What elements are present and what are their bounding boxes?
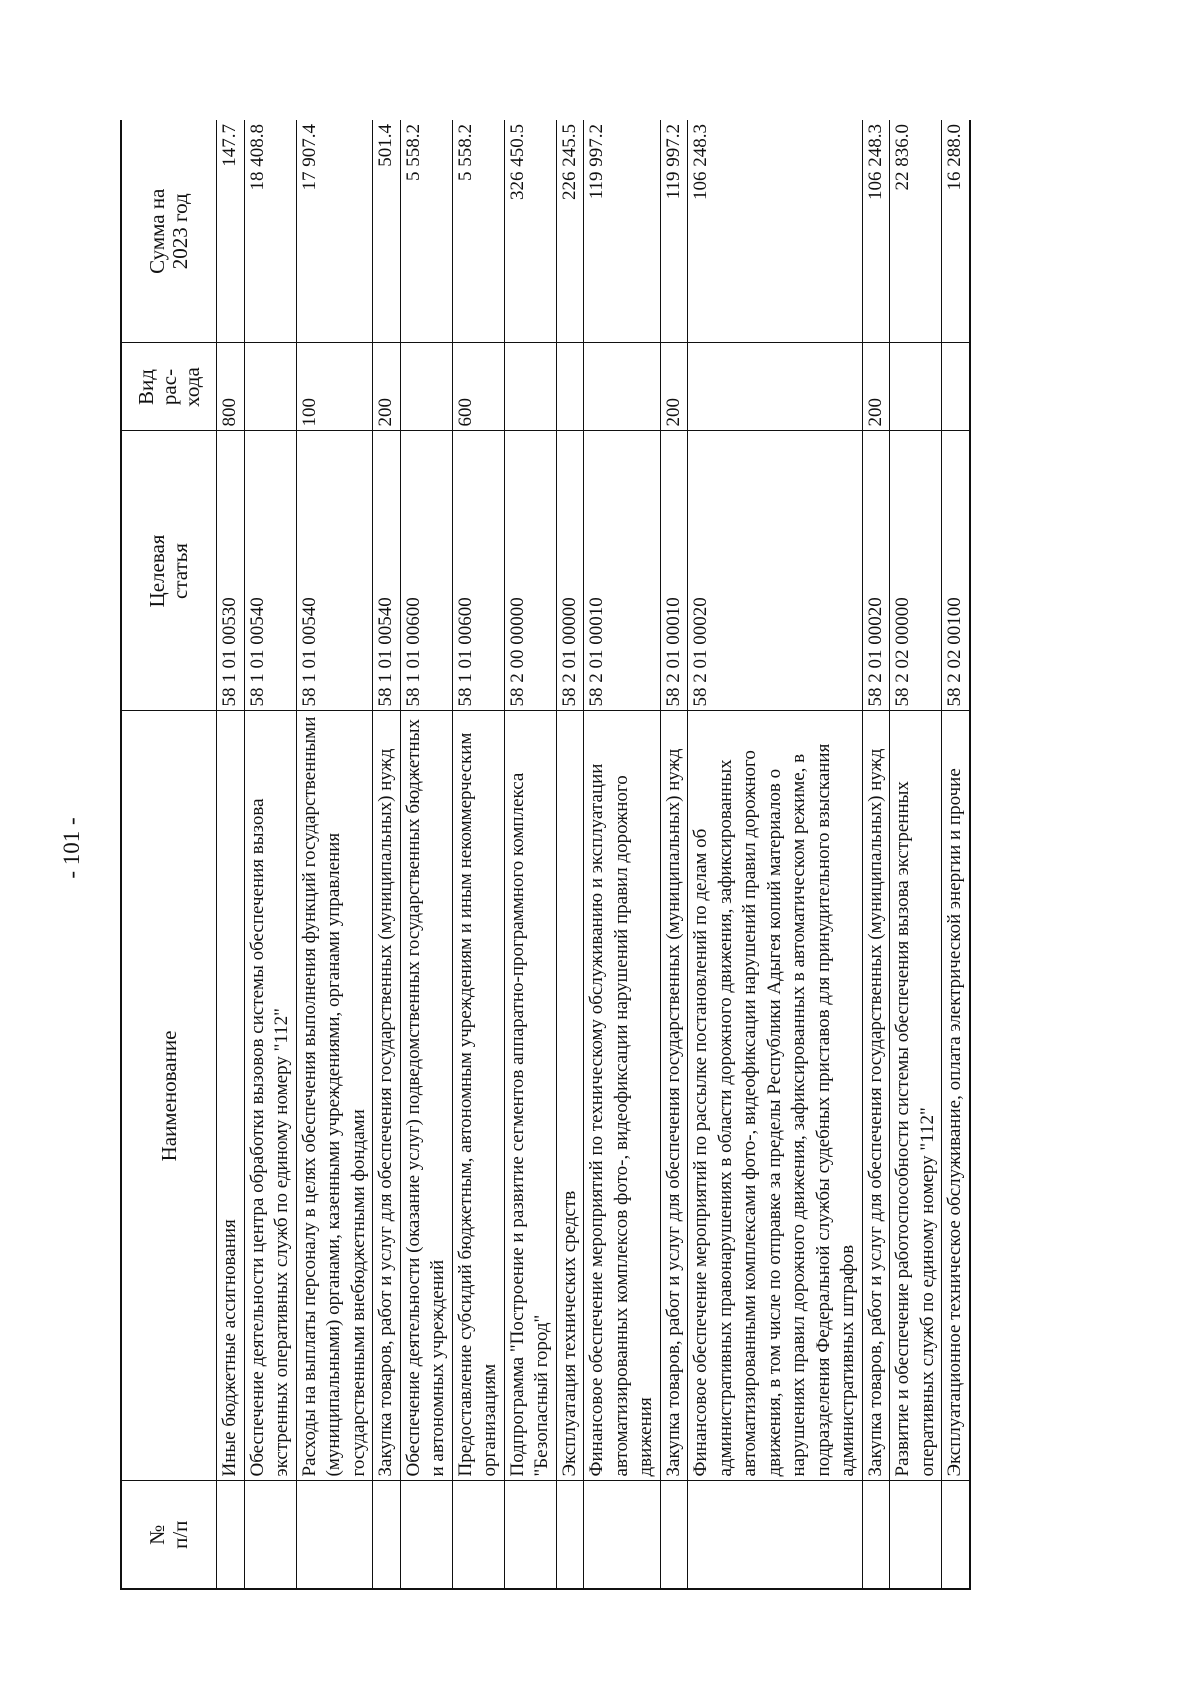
cell-expense-type: 800 — [217, 343, 245, 431]
cell-name: Подпрограмма "Построение и развитие сегментов аппаратно-программного комплекса "Безопасный город" — [504, 711, 556, 1481]
cell-number — [556, 1481, 584, 1589]
cell-target-article: 58 2 00 00000 — [504, 431, 556, 711]
cell-sum: 119 997.2 — [584, 120, 661, 343]
cell-expense-type — [942, 343, 970, 431]
cell-name: Закупка товаров, работ и услуг для обеспечения государственных (муниципальных) нужд — [373, 711, 401, 1481]
table-row — [296, 120, 373, 1589]
cell-sum: 119 997.2 — [660, 120, 688, 343]
table-row — [373, 120, 401, 1589]
cell-name: Финансовое обеспечение мероприятий по рассылке постановлений по делам об административных правонарушениях в области дорожного движения, зафиксированных автоматизированными комплексами фото-, видеофиксации нарушений правил дорожного движения, в том числе по отправке за пределы Республики Адыгея копий материалов о нарушениях правил дорожного движения, зафиксированных в автоматическом режиме, в подразделения Федеральной службы судебных приставов для принудительного взыскания административных штрафов — [688, 711, 863, 1481]
header-number: № п/п — [121, 1481, 217, 1589]
cell-number — [400, 1481, 452, 1589]
table-row — [584, 120, 661, 1589]
table-row — [890, 120, 942, 1589]
cell-sum: 17 907.4 — [296, 120, 373, 343]
cell-number — [688, 1481, 863, 1589]
table-row — [942, 120, 970, 1589]
table-row — [862, 120, 890, 1589]
cell-number — [942, 1481, 970, 1589]
rotated-table-container — [120, 120, 1076, 1590]
cell-target-article: 58 1 01 00540 — [244, 431, 296, 711]
table-row — [400, 120, 452, 1589]
cell-target-article: 58 2 01 00010 — [660, 431, 688, 711]
cell-target-article: 58 2 01 00000 — [556, 431, 584, 711]
table-row — [688, 120, 863, 1589]
table-row — [504, 120, 556, 1589]
cell-number — [504, 1481, 556, 1589]
cell-target-article: 58 2 01 00020 — [688, 431, 863, 711]
cell-sum: 106 248.3 — [862, 120, 890, 343]
cell-name: Закупка товаров, работ и услуг для обеспечения государственных (муниципальных) нужд — [660, 711, 688, 1481]
table-row — [452, 120, 504, 1589]
cell-expense-type: 200 — [373, 343, 401, 431]
cell-name: Развитие и обеспечение работоспособности системы обеспечения вызова экстренных оперативных служб по единому номеру "112" — [890, 711, 942, 1481]
cell-sum: 106 248.3 — [688, 120, 863, 343]
cell-target-article: 58 1 01 00600 — [452, 431, 504, 711]
cell-number — [890, 1481, 942, 1589]
cell-name: Обеспечение деятельности (оказание услуг) подведомственных государственных бюджетных и автономных учреждений — [400, 711, 452, 1481]
cell-name: Закупка товаров, работ и услуг для обеспечения государственных (муниципальных) нужд — [862, 711, 890, 1481]
cell-sum: 18 408.8 — [244, 120, 296, 343]
cell-expense-type — [584, 343, 661, 431]
cell-name: Иные бюджетные ассигнования — [217, 711, 245, 1481]
header-target-article: Целевая статья — [121, 431, 217, 711]
cell-sum: 22 836.0 — [890, 120, 942, 343]
cell-target-article: 58 1 01 00540 — [296, 431, 373, 711]
cell-name: Обеспечение деятельности центра обработки вызовов системы обеспечения вызова экстренных оперативных служб по единому номеру "112" — [244, 711, 296, 1481]
cell-name: Расходы на выплаты персоналу в целях обеспечения выполнения функций государственными (муниципальными) органами, казенными учреждениями, органами управления государственными внебюджетными фондами — [296, 711, 373, 1481]
cell-number — [244, 1481, 296, 1589]
cell-sum: 326 450.5 — [504, 120, 556, 343]
header-sum: Сумма на 2023 год — [121, 120, 217, 343]
cell-number — [373, 1481, 401, 1589]
cell-expense-type — [244, 343, 296, 431]
cell-target-article: 58 1 01 00600 — [400, 431, 452, 711]
cell-target-article: 58 1 01 00540 — [373, 431, 401, 711]
cell-expense-type: 600 — [452, 343, 504, 431]
table-row — [556, 120, 584, 1589]
cell-sum: 147.7 — [217, 120, 245, 343]
cell-name: Предоставление субсидий бюджетным, автономным учреждениям и иным некоммерческим организациям — [452, 711, 504, 1481]
cell-number — [862, 1481, 890, 1589]
table-frame — [120, 120, 1076, 1590]
cell-target-article: 58 2 01 00020 — [862, 431, 890, 711]
cell-name: Эксплуатация технических средств — [556, 711, 584, 1481]
table-row — [217, 120, 245, 1589]
cell-sum: 16 288.0 — [942, 120, 970, 343]
cell-expense-type — [400, 343, 452, 431]
table-body — [217, 120, 970, 1589]
table-header-row — [121, 120, 217, 1589]
page-number: - 101 - — [59, 817, 84, 879]
cell-number — [660, 1481, 688, 1589]
cell-sum: 5 558.2 — [452, 120, 504, 343]
cell-expense-type — [556, 343, 584, 431]
table-row — [660, 120, 688, 1589]
cell-expense-type — [890, 343, 942, 431]
cell-name: Финансовое обеспечение мероприятий по техническому обслуживанию и эксплуатации автоматизированных комплексов фото-, видеофиксации нарушений правил дорожного движения — [584, 711, 661, 1481]
cell-sum: 5 558.2 — [400, 120, 452, 343]
cell-expense-type — [504, 343, 556, 431]
table-row — [244, 120, 296, 1589]
cell-sum: 226 245.5 — [556, 120, 584, 343]
cell-target-article: 58 2 01 00010 — [584, 431, 661, 711]
budget-table — [120, 120, 971, 1590]
cell-target-article: 58 2 02 00000 — [890, 431, 942, 711]
cell-number — [584, 1481, 661, 1589]
cell-expense-type — [688, 343, 863, 431]
cell-expense-type: 200 — [660, 343, 688, 431]
cell-number — [296, 1481, 373, 1589]
cell-target-article: 58 2 02 00100 — [942, 431, 970, 711]
cell-number — [452, 1481, 504, 1589]
cell-name: Эксплуатационное техническое обслуживание, оплата электрической энергии и прочие — [942, 711, 970, 1481]
header-expense-type: Вид рас- хода — [121, 343, 217, 431]
cell-number — [217, 1481, 245, 1589]
cell-expense-type: 100 — [296, 343, 373, 431]
cell-expense-type: 200 — [862, 343, 890, 431]
cell-sum: 501.4 — [373, 120, 401, 343]
cell-target-article: 58 1 01 00530 — [217, 431, 245, 711]
header-name: Наименование — [121, 711, 217, 1481]
